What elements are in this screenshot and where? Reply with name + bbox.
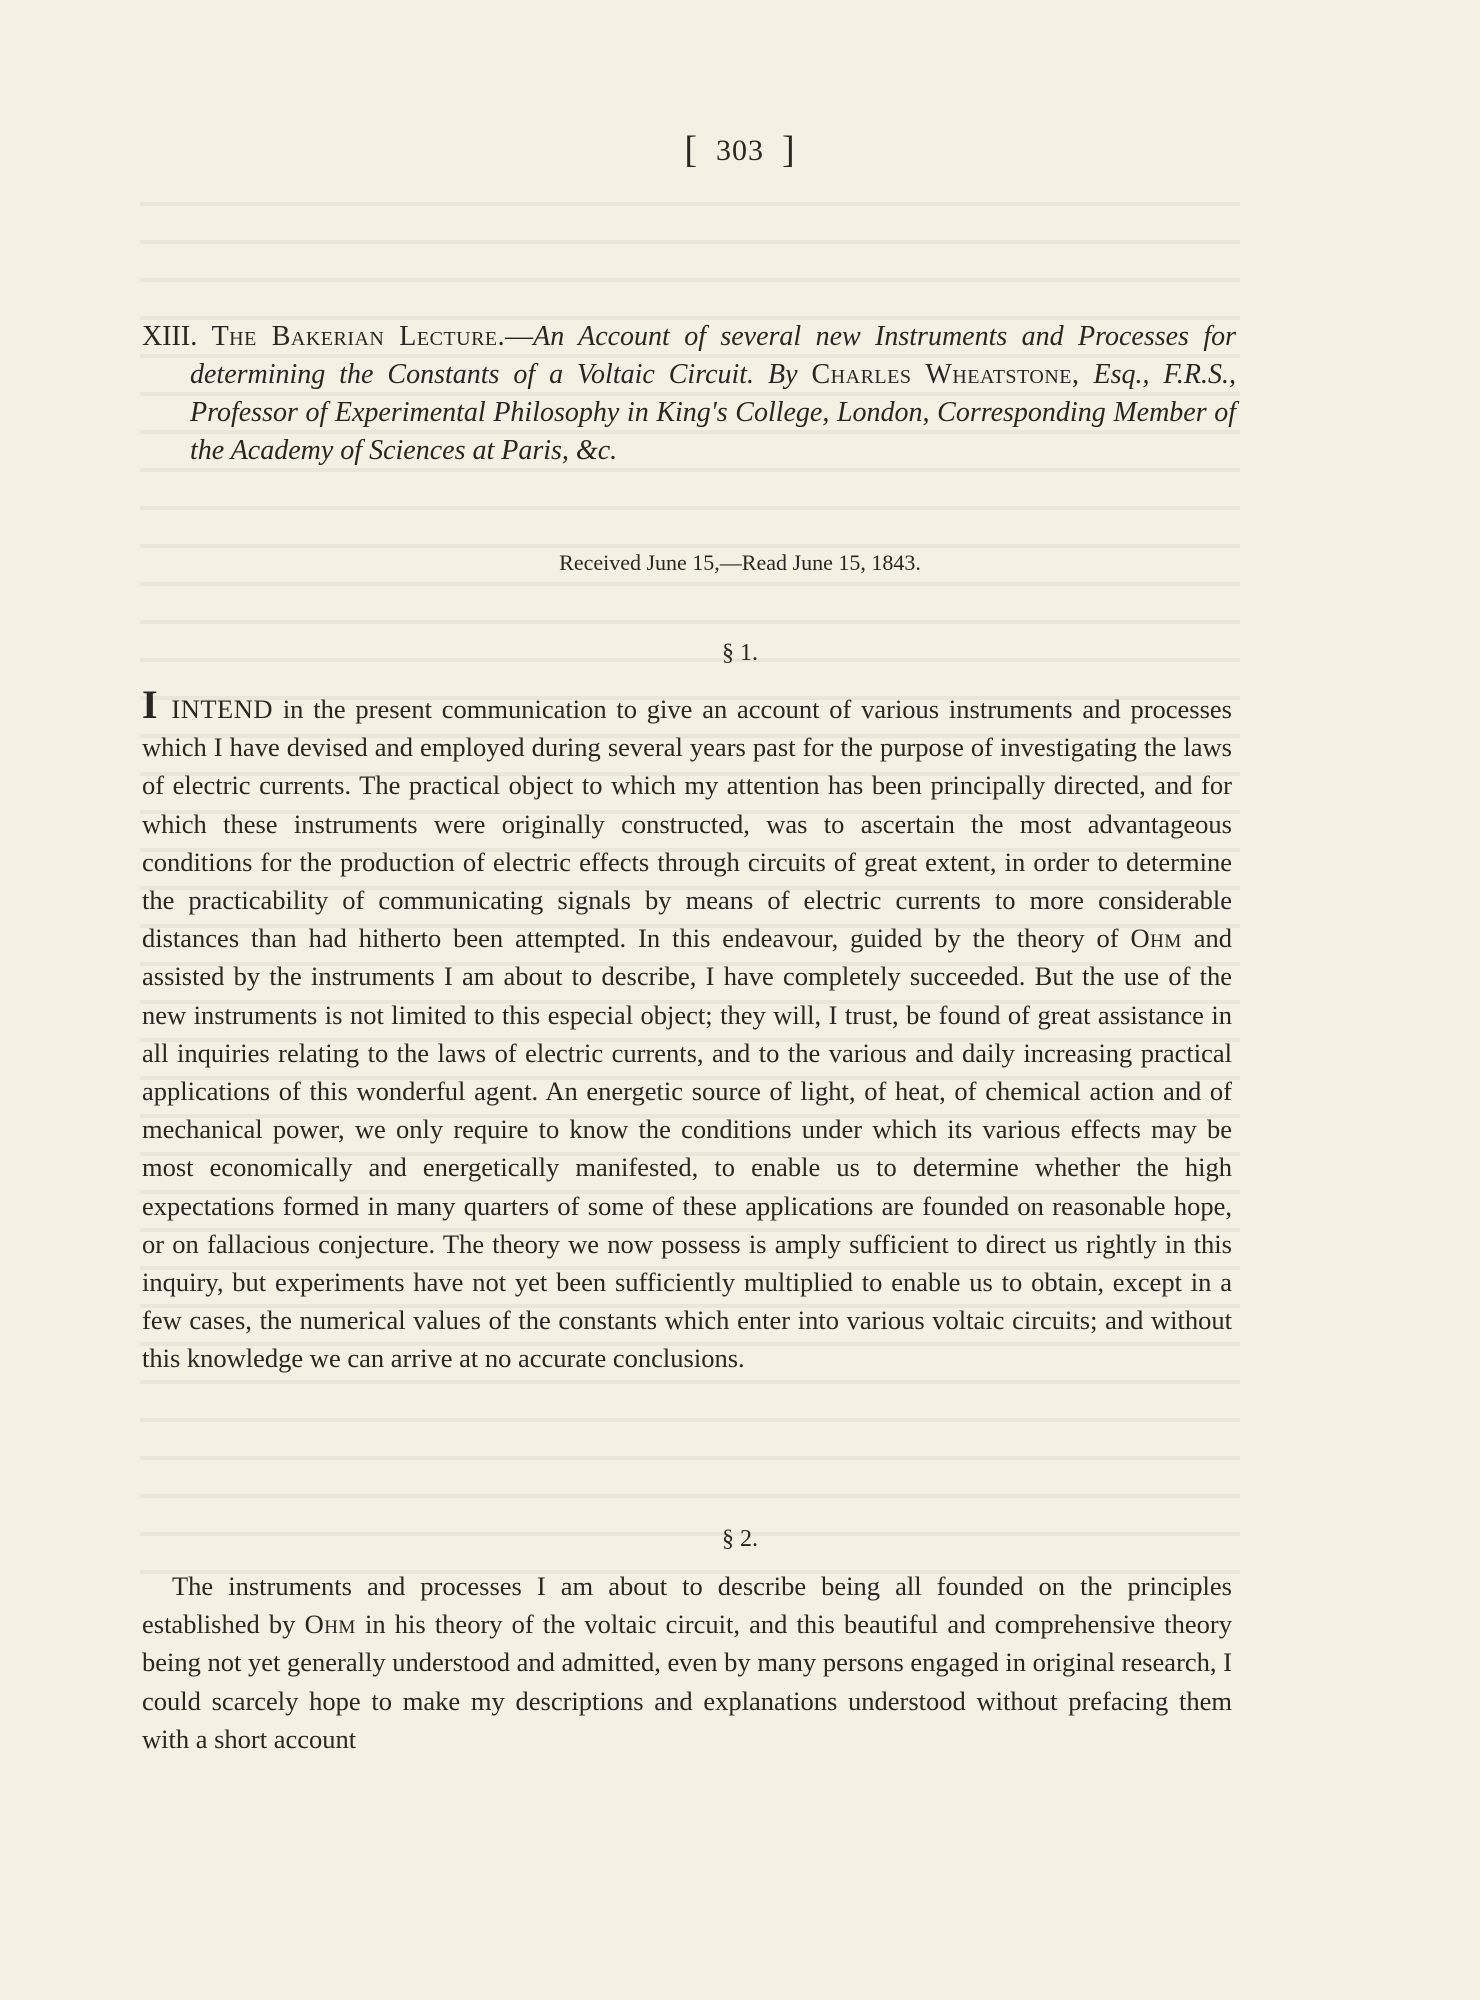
section-1-mark: § 1. — [722, 640, 758, 666]
section-1-paragraph — [142, 682, 1232, 1378]
title-paragraph — [142, 318, 1236, 470]
title-author: Charles Wheatstone, — [811, 359, 1080, 390]
section-1-text-a: in the present communication to give an account of various instruments and processes which I have devised and employed during several years past for the purpose of investigating the laws of electric currents. The practical object to which my attention has been principally directed, and for which these instruments were originally constructed, was to ascertain the most advantageous conditions for the production of electric effects through circuits of great extent, in order to determine the practicability of communicating signals by means of electric currents to more considerable distances than had hitherto been attempted. In this endeavour, guided by the theory of — [142, 694, 1232, 954]
right-bracket: ] — [782, 129, 796, 171]
section-2-text-b: in his theory of the voltaic circuit, and this beautiful and comprehensive theory being not yet generally understood and admitted, even by many persons engaged in original research, I could scarcely hope to make my descriptions and explanations understood without prefacing them with a short account — [142, 1609, 1233, 1754]
title-subject-line-1: An Account of several new Instruments and Processes — [533, 321, 1189, 352]
title-by: By — [768, 359, 798, 390]
title-subject-line-2: for determining the Constants of a Voltaic Circuit. — [190, 321, 1237, 390]
title-lecture: The Bakerian Lecture. — [211, 321, 506, 352]
ohm-name: Ohm — [304, 1609, 356, 1640]
section-2-paragraph — [142, 1567, 1232, 1758]
page-number — [0, 128, 1480, 172]
section-2-text-a: The instruments and processes I am about to describe being all founded on the principles established by — [142, 1571, 1232, 1640]
title-numeral: XIII. — [142, 321, 198, 352]
first-word: INTEND — [171, 694, 274, 724]
title-dash: — — [505, 321, 534, 352]
ohm-name: Ohm — [1130, 923, 1182, 954]
article-title — [142, 318, 1236, 470]
section-1-text-b: and assisted by the instruments I am about to describe, I have completely succeeded. But the use of the new instruments is not limited to this especial object; they will, I trust, be found of great assistance in all inquiries relating to the laws of electric currents, and to the various and daily increasing practical applications of this wonderful agent. An energetic source of light, of heat, of chemical action and of mechanical power, we only require to know the conditions under which its various effects may be most economically and energetically manifested, to enable us to determine whether the high expectations formed in many quarters of some of these applications are founded on reasonable hope, or on fallacious conjecture. The theory we now possess is amply sufficient to direct us rightly in this inquiry, but experiments have not yet been sufficiently multiplied to enable us to obtain, except in a few cases, the numerical values of the constants which enter into various voltaic circuits; and without this knowledge we can arrive at no accurate conclusions. — [142, 923, 1232, 1374]
page-number-value: 303 — [716, 134, 764, 167]
drop-cap: I — [142, 682, 158, 727]
received-date: Received June 15,—Read June 15, 1843. — [559, 550, 921, 575]
left-bracket: [ — [684, 129, 698, 171]
title-affiliation-1: Esq., F.R.S., Professor of Experimental Philosophy in King's College, London, — [190, 359, 1237, 428]
title-affiliation-2: Corresponding Member of the Academy of Sciences at Paris, &c. — [190, 397, 1237, 466]
section-2-mark: § 2. — [722, 1526, 758, 1552]
